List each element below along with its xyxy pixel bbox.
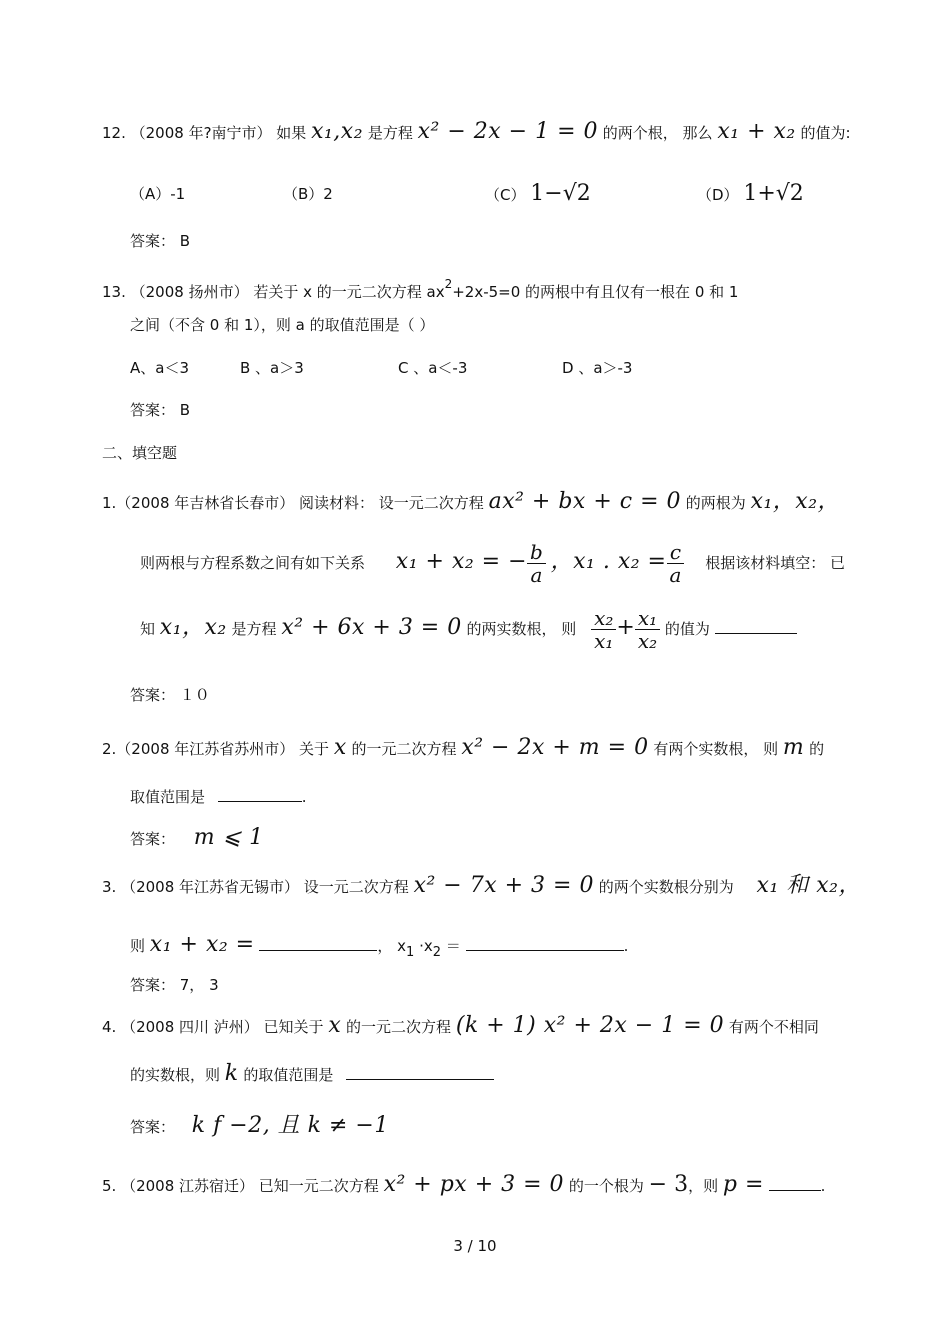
f1-line-3 <box>140 604 797 653</box>
f1-line-3-text-3: 的两实数根， 则 <box>466 620 577 638</box>
f1-line-3-text-2: 是方程 <box>231 620 277 638</box>
f2-line-1-text-2: 的一元二次方程 <box>351 740 457 758</box>
f3-line-2-text-3: ·x <box>414 937 433 955</box>
f3-sum-math: x₁ + x₂ = <box>149 932 255 957</box>
f1-fraction-c-over-a <box>667 541 685 586</box>
f1-fraction-1-den: a <box>530 563 543 587</box>
f3-equation-math: x² − 7x + 3 = 0 <box>413 873 594 898</box>
q12-option-c <box>485 181 591 206</box>
q12-option-c-math: 1−√2 <box>530 181 591 206</box>
f4-line-2-text: 的实数根，则 <box>130 1066 221 1084</box>
f1-product-relation-math: ，x₁ . x₂ = <box>550 549 667 574</box>
f4-answer <box>130 1113 389 1138</box>
f1-line-3-text: 知 <box>140 620 156 638</box>
f4-line-1-text-3: 有两个不相同 <box>728 1018 819 1036</box>
f3-subscript-2: 2 <box>432 945 442 960</box>
f2-var-x-math: x <box>333 735 347 760</box>
f2-answer <box>130 825 264 850</box>
f5-equation-math: x² + px + 3 = 0 <box>383 1172 565 1197</box>
f3-subscript-1: 1 <box>406 945 415 960</box>
f3-line-2-period: . <box>623 937 629 955</box>
f5-line-1 <box>102 1174 825 1196</box>
f2-var-m-math: m <box>782 735 805 760</box>
f5-line-1-text: 5. （2008 江苏宿迁） 已知一元二次方程 <box>102 1177 379 1195</box>
f3-line-1 <box>102 873 861 898</box>
f1-line-3-equation-math: x² + 6x + 3 = 0 <box>281 615 462 640</box>
f1-line-2 <box>140 540 845 586</box>
f1-fraction-3-num: x₂ <box>591 607 616 630</box>
q12-option-d-math: 1+√2 <box>743 181 804 206</box>
f2-line-2-period: . <box>301 788 307 806</box>
f4-line-2 <box>130 1063 494 1085</box>
f4-line-1-text: 4. （2008 四川 泸州） 已知关于 <box>102 1018 324 1036</box>
f5-var-p-math: p = <box>722 1172 764 1197</box>
f3-roots-math: x₁ 和 x₂， <box>756 873 861 898</box>
f4-answer-math: k f −2, 且 k ≠ −1 <box>191 1113 389 1138</box>
f1-line-3-roots-math: x₁，x₂ <box>159 615 227 640</box>
q13-answer: 答案： B <box>130 401 191 419</box>
f1-line-2-text-2: 根据该材料填空： 已 <box>705 554 845 572</box>
f2-line-1-text-4: 的 <box>809 740 825 758</box>
f1-fraction-x1-over-x2 <box>635 607 660 652</box>
q13-line-1 <box>102 274 738 302</box>
f1-answer: 答案： １０ <box>130 686 210 704</box>
q12-option-d-label: （D） <box>697 186 739 204</box>
f1-line-2-text: 则两根与方程系数之间有如下关系 <box>140 554 366 572</box>
q12-sum-math: x₁ + x₂ <box>717 119 796 144</box>
f1-equation-math: ax² + bx + c = 0 <box>488 489 681 514</box>
f1-line-1-text: 1.（2008 年吉林省长春市） 阅读材料： 设一元二次方程 <box>102 494 484 512</box>
q13-line-2: 之间（不含 0 和 1），则 a 的取值范围是（ ） <box>130 316 435 334</box>
f4-var-x-math: x <box>328 1013 342 1038</box>
f5-line-1-text-2: 的一个根为 <box>568 1177 644 1195</box>
f3-answer: 答案： 7， 3 <box>130 976 219 994</box>
f5-answer-blank[interactable] <box>769 1174 821 1191</box>
f3-line-1-text: 3. （2008 年江苏省无锡市） 设一元二次方程 <box>102 878 409 896</box>
f1-fraction-x2-over-x1 <box>591 607 616 652</box>
q12-stem-text-3: 的两个根， 那么 <box>602 124 713 142</box>
q13-line-1-text: 13. （2008 扬州市） 若关于 x 的一元二次方程 ax <box>102 283 445 301</box>
f1-fraction-3-den: x₁ <box>594 629 614 653</box>
section-title: 二、填空题 <box>102 444 178 462</box>
f4-line-1-text-2: 的一元二次方程 <box>346 1018 452 1036</box>
f1-answer-blank[interactable] <box>715 617 797 634</box>
q12-stem <box>102 119 851 144</box>
f2-equation-math: x² − 2x + m = 0 <box>461 735 649 760</box>
q12-stem-text-4: 的值为: <box>800 124 851 142</box>
q13-line-1-text-2: +2x-5=0 的两根中有且仅有一根在 0 和 1 <box>452 283 739 301</box>
f1-line-3-text-4: 的值为 <box>664 620 710 638</box>
f1-fraction-4-num: x₁ <box>635 607 660 630</box>
f3-line-2 <box>130 934 628 963</box>
f2-line-1-text: 2.（2008 年江苏省苏州市） 关于 <box>102 740 330 758</box>
f1-plus-sign: + <box>616 615 635 640</box>
f3-sum-blank[interactable] <box>259 934 377 951</box>
f2-answer-blank[interactable] <box>218 785 302 802</box>
f3-line-2-text-2: ， x <box>377 937 407 955</box>
q12-stem-text-2: 是方程 <box>367 124 413 142</box>
f3-line-2-text: 则 <box>130 937 146 955</box>
f3-line-1-text-2: 的两个实数根分别为 <box>598 878 734 896</box>
f4-answer-label: 答案： <box>130 1118 176 1136</box>
f3-product-blank[interactable] <box>466 934 624 951</box>
f4-line-2-text-2: 的取值范围是 <box>243 1066 334 1084</box>
q13-option-d: D 、a＞-3 <box>562 359 633 377</box>
q12-option-c-label: （C） <box>485 186 526 204</box>
f1-fraction-2-num: c <box>667 541 684 564</box>
f2-line-2-text: 取值范围是 <box>130 788 206 806</box>
q12-stem-text: 12. （2008 年?南宁市） 如果 <box>102 124 307 142</box>
f1-line-1 <box>102 489 841 514</box>
f3-line-2-text-4: ＝ <box>441 937 461 955</box>
q13-option-c: C 、a＜-3 <box>398 359 468 377</box>
f1-line-1-text-2: 的两根为 <box>685 494 746 512</box>
f4-var-k-math: k <box>224 1061 239 1086</box>
q12-roots-math: x₁,x₂ <box>311 119 364 144</box>
f4-equation-math: (k + 1) x² + 2x − 1 = 0 <box>455 1013 725 1038</box>
f2-line-1 <box>102 735 825 760</box>
q13-superscript: 2 <box>444 277 453 291</box>
f1-fraction-b-over-a <box>527 541 546 586</box>
f5-root-math: − 3 <box>648 1172 689 1197</box>
q12-option-b: （B）2 <box>283 185 333 203</box>
q12-option-a: （A）-1 <box>130 185 186 203</box>
f5-line-1-text-3: ，则 <box>688 1177 719 1195</box>
f1-fraction-2-den: a <box>669 563 682 587</box>
f4-answer-blank[interactable] <box>346 1063 494 1080</box>
q13-option-a: A、a＜3 <box>130 359 189 377</box>
f4-line-1 <box>102 1013 819 1038</box>
q12-answer: 答案： B <box>130 232 191 250</box>
f2-answer-label: 答案： <box>130 830 176 848</box>
f5-line-1-period: . <box>820 1177 826 1195</box>
f1-fraction-1-num: b <box>527 541 546 564</box>
f2-answer-math: m ⩽ 1 <box>193 825 264 850</box>
page-number: 3 / 10 <box>453 1237 497 1255</box>
q12-option-d <box>697 181 804 206</box>
f1-roots-math: x₁，x₂， <box>750 489 841 514</box>
q13-option-b: B 、a＞3 <box>240 359 304 377</box>
f2-line-2 <box>130 785 307 807</box>
f1-fraction-4-den: x₂ <box>637 629 658 653</box>
f2-line-1-text-3: 有两个实数根， 则 <box>653 740 779 758</box>
q12-equation-math: x² − 2x − 1 = 0 <box>417 119 598 144</box>
f1-sum-relation-math: x₁ + x₂ = − <box>395 549 528 574</box>
